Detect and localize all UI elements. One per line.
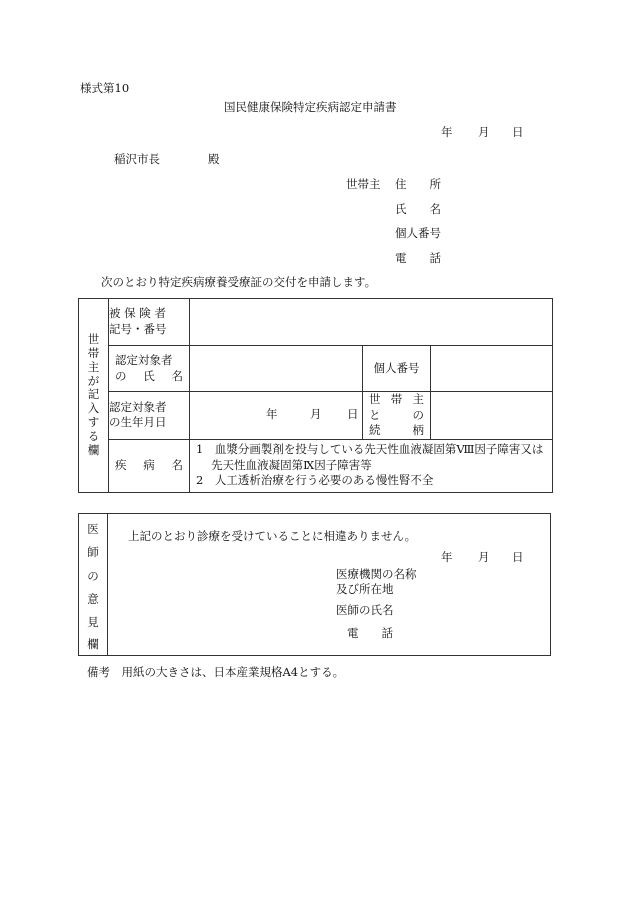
disease-option-1[interactable]: 1 血漿分画製剤を投与している先天性血液凝固第Ⅷ因子障害又は: [196, 442, 544, 457]
institution-label: 医療機関の名称: [336, 567, 417, 581]
doctor-date-year: 年: [441, 550, 453, 564]
doctor-section-header: 医 師 の 意 見 欄: [79, 514, 108, 655]
doctor-statement: 上記のとおり診療を受けていることに相違ありません。: [128, 529, 417, 543]
applicant-role: 世帯主: [346, 177, 381, 191]
subject-dob-label: 認定対象者 の生年月日: [109, 392, 190, 440]
form-number: 様式第10: [80, 81, 130, 95]
relation-field[interactable]: [431, 392, 553, 440]
footnote: 備考 用紙の大きさは、日本産業規格A4とする。: [87, 665, 345, 679]
doctor-date-day: 日: [512, 550, 524, 564]
relation-label: 世 帯 主 と の 続 柄: [363, 392, 431, 440]
page-title: 国民健康保険特定疾病認定申請書: [224, 100, 397, 114]
applicant-id-label: 個人番号: [395, 226, 441, 240]
disease-option-2[interactable]: 2 人工透析治療を行う必要のある慢性腎不全: [196, 473, 434, 488]
applicant-phone-label: 電 話: [395, 251, 441, 265]
addressee-name: 稲沢市長: [114, 152, 160, 166]
applicant-address-label: 住 所: [395, 177, 441, 191]
insured-number-label: 被 保 険 者 記号・番号: [109, 299, 190, 346]
doctor-phone-label: 電 話: [347, 626, 393, 640]
intro-text: 次のとおり特定疾病療養受療証の交付を申請します。: [101, 275, 377, 289]
applicant-table: [78, 298, 553, 493]
addressee-honorific: 殿: [208, 152, 220, 166]
disease-options: [190, 439, 553, 492]
subject-name-field[interactable]: [190, 346, 363, 392]
date-month-label: 月: [478, 125, 490, 139]
personal-number-label: 個人番号: [363, 346, 431, 392]
householder-section-header: 世 帯 主 が 記 入 す る 欄: [79, 299, 109, 493]
subject-dob-field[interactable]: 年 月 日: [190, 392, 363, 440]
date-day-label: 日: [512, 125, 524, 139]
doctor-name-label: 医師の氏名: [336, 603, 394, 617]
disease-label: 疾 病 名: [109, 439, 190, 492]
insured-number-field[interactable]: [190, 299, 553, 346]
applicant-name-label: 氏 名: [395, 202, 441, 216]
date-year-label: 年: [441, 125, 453, 139]
doctor-opinion-box: [78, 513, 551, 656]
personal-number-field[interactable]: [431, 346, 553, 392]
institution-label-2: 及び所在地: [336, 582, 394, 596]
disease-option-1-cont: 先天性血液凝固第Ⅸ因子障害等: [196, 457, 372, 472]
subject-name-label: 認定対象者 の 氏 名: [109, 346, 190, 392]
doctor-date-month: 月: [478, 550, 490, 564]
